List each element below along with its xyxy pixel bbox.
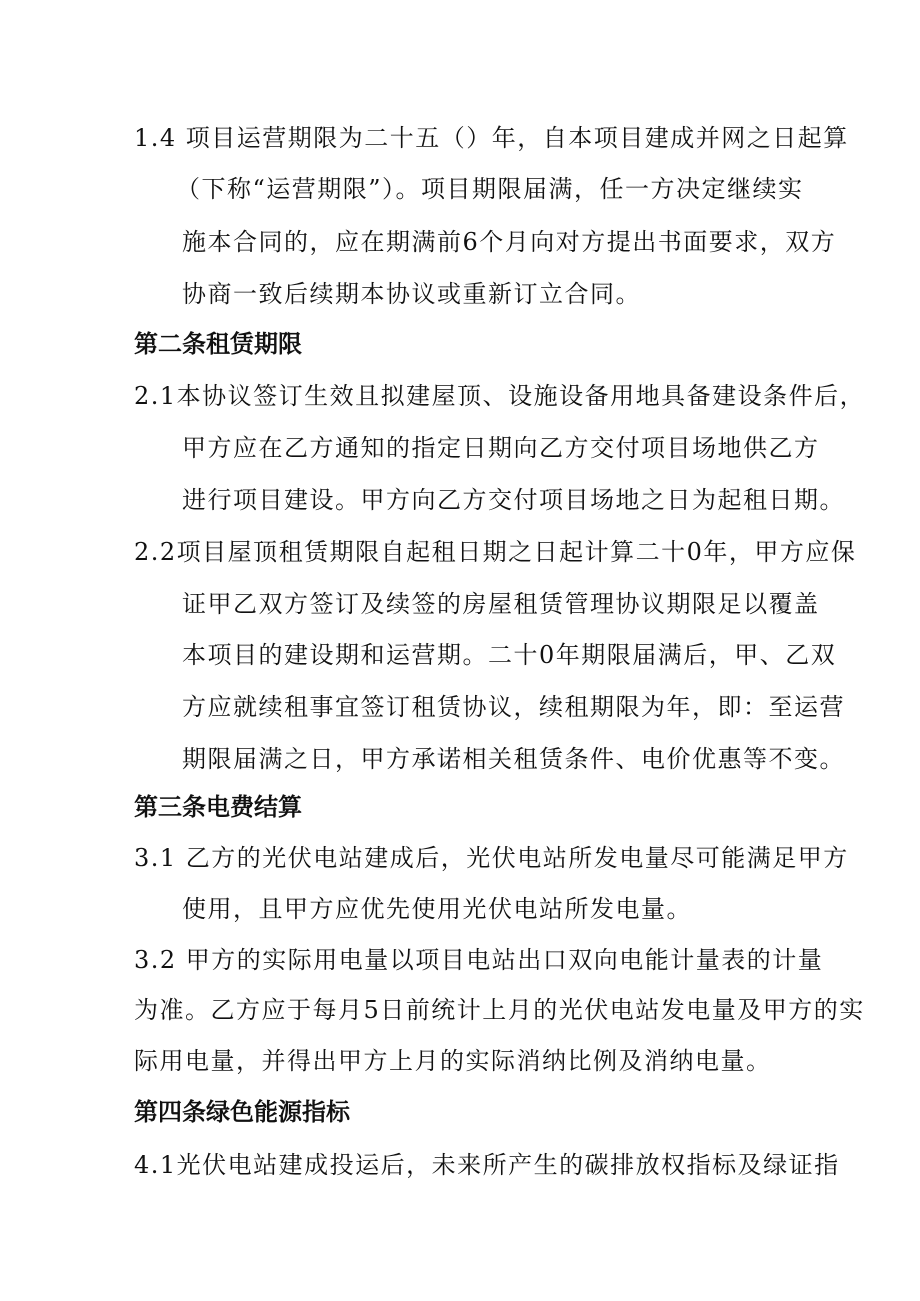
clause-2-1-line-3: 进行项目建设。甲方向乙方交付项目场地之日为起租日期。 [182,486,845,514]
article-2-heading: 第二条租赁期限 [134,330,302,358]
article-4-heading: 第四条绿色能源指标 [134,1098,350,1126]
clause-1-4-line-2: （下称“运营期限”）。项目期限届满，任一方决定继续实 [176,175,804,203]
clause-3-2-line-1: 3.2 甲方的实际用电量以项目电站出口双向电能计量表的计量 [134,946,824,974]
clause-1-4-line-3: 施本合同的，应在期满前6个月向对方提出书面要求，双方 [182,228,837,256]
clause-2-2-line-4: 方应就续租事宜签订租赁协议，续租期限为年，即：至运营 [182,693,845,721]
clause-2-1-line-1: 2.1本协议签订生效且拟建屋顶、设施设备用地具备建设条件后， [134,382,866,410]
clause-2-2-line-2: 证甲乙双方签订及续签的房屋租赁管理协议期限足以覆盖 [182,590,820,618]
clause-1-4-line-1: 1.4 项目运营期限为二十五（）年，自本项目建成并网之日起算 [134,124,849,152]
clause-2-2-line-1: 2.2项目屋顶租赁期限自起租日期之日起计算二十0年，甲方应保 [134,538,857,566]
clause-3-2-line-2: 为准。乙方应于每月5日前统计上月的光伏电站发电量及甲方的实 [134,996,865,1024]
clause-3-2-line-3: 际用电量，并得出甲方上月的实际消纳比例及消纳电量。 [134,1047,772,1075]
clause-2-1-line-2: 甲方应在乙方通知的指定日期向乙方交付项目场地供乙方 [182,434,820,462]
clause-2-2-line-5: 期限届满之日，甲方承诺相关租赁条件、电价优惠等不变。 [182,745,845,773]
clause-1-4-line-4: 协商一致后续期本协议或重新订立合同。 [182,280,641,308]
clause-2-2-line-3: 本项目的建设期和运营期。二十0年期限届满后，甲、乙双 [182,641,837,669]
clause-4-1-line-1: 4.1光伏电站建成投运后，未来所产生的碳排放权指标及绿证指 [134,1151,840,1179]
clause-3-1-line-1: 3.1 乙方的光伏电站建成后，光伏电站所发电量尽可能满足甲方 [134,844,849,872]
clause-3-1-line-2: 使用，且甲方应优先使用光伏电站所发电量。 [182,895,692,923]
article-3-heading: 第三条电费结算 [134,793,302,821]
